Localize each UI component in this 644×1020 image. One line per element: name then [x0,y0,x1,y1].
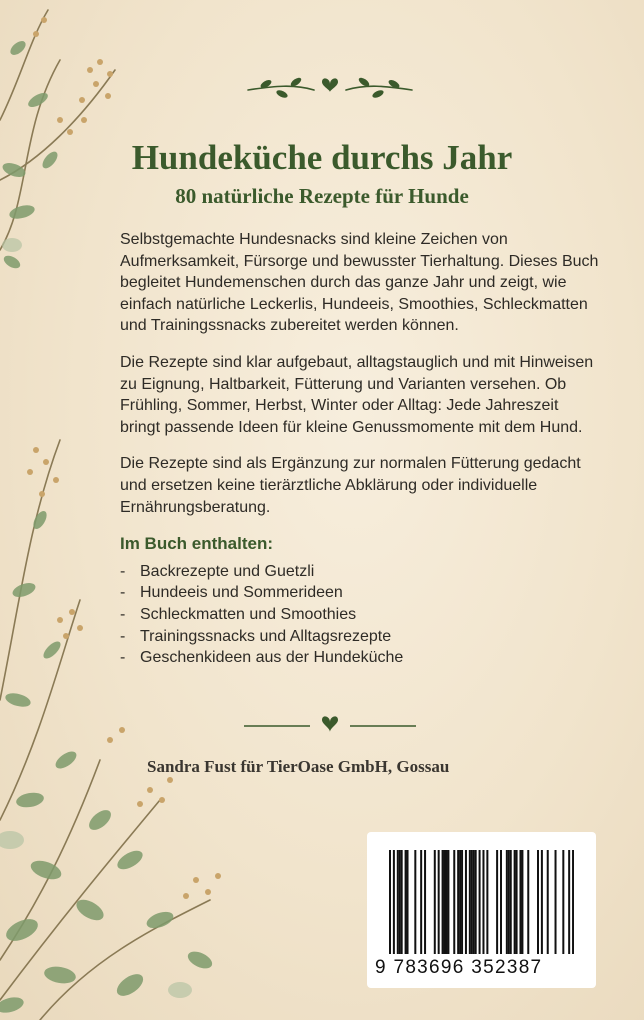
contents-heading: Im Buch enthalten: [120,534,274,554]
barcode-bar [457,850,459,954]
barcode-bar [438,850,440,954]
barcode-bar [547,850,549,954]
barcode-bar [572,850,574,954]
barcode-bars [389,850,574,954]
barcode-bar [445,850,447,954]
list-item-text: Trainingssnacks und Alltagsrezepte [140,627,392,645]
barcode-bar [519,850,521,954]
author-line: Sandra Fust für TierOase GmbH, Gossau [147,757,450,776]
book-title: Hundeküche durchs Jahr [131,138,513,177]
barcode-bar [461,850,463,954]
list-bullet: - [120,627,126,645]
heart-divider-ornament [240,712,420,740]
barcode-bar [469,850,471,954]
barcode-bar [555,850,557,954]
barcode-bar [407,850,409,954]
barcode-bar [562,850,564,954]
barcode-bar [453,850,455,954]
list-item-text: Hundeeis und Sommerideen [140,584,343,602]
blurb [120,229,600,669]
barcode-bar [527,850,529,954]
barcode-bar [393,850,395,954]
blurb-paragraph: Selbstgemachte Hundesnacks sind kleine Zeichen von Aufmerksamkeit, Fürsorge und bewusster Tierhaltung. Dieses Buch begleitet Hundemenschen durch das ganze Jahr und zeigt, wie einfach natürliche Leckerlis, Hundeeis, Smoothies, Schleckmatten und Trainingssnacks zubereitet werden können. [120,231,599,335]
list-item [120,582,600,604]
barcode-bar [444,850,446,954]
barcode-bar [399,850,401,954]
barcode-bar [405,850,407,954]
barcode-bar [475,850,477,954]
blurb-paragraph: Die Rezepte sind als Ergänzung zur normalen Fütterung gedacht und ersetzen keine tierärztliche Abklärung oder individuelle Ernährungsberatung. [120,455,581,516]
barcode-bar [514,850,516,954]
contents-list [120,561,600,669]
barcode-bar [541,850,543,954]
isbn-barcode [367,832,596,988]
list-item-text: Geschenkideen aus der Hundeküche [140,649,404,667]
barcode-bar [506,850,508,954]
blurb-paragraph: Die Rezepte sind klar aufgebaut, alltagstauglich und mit Hinweisen zu Eignung, Haltbarkeit, Fütterung und Varianten versehen. Ob Frühling, Sommer, Herbst, Winter oder Alltag: Jede Jahreszeit bringt passende Ideen für kleine Genussmomente mit dem Hund. [120,353,594,436]
barcode-bar [496,850,498,954]
barcode-bar [397,850,399,954]
barcode-bar [500,850,502,954]
barcode-bar [442,850,444,954]
barcode-bar [434,850,436,954]
list-bullet: - [120,649,126,667]
barcode-bar [471,850,473,954]
list-item [120,626,600,648]
barcode-bar [508,850,510,954]
list-bullet: - [120,584,126,602]
barcode-bar [420,850,422,954]
list-item-text: Schleckmatten und Smoothies [140,605,357,623]
barcode-bar [401,850,403,954]
barcode-bar [424,850,426,954]
barcode-bar [389,850,391,954]
list-item [120,647,600,669]
barcode-bar [465,850,467,954]
list-item [120,604,600,626]
barcode-bar [479,850,481,954]
list-bullet: - [120,605,126,623]
barcode-bar [510,850,512,954]
list-item [120,561,600,583]
barcode-bar [459,850,461,954]
barcode-bar [482,850,484,954]
list-item-text: Backrezepte und Guetzli [140,562,315,580]
barcode-bar [537,850,539,954]
vine-heart-ornament [244,64,416,104]
barcode-bar [568,850,570,954]
barcode-bar [447,850,449,954]
barcode-bar [486,850,488,954]
barcode-bar [521,850,523,954]
barcode-bar [473,850,475,954]
barcode-bar [516,850,518,954]
book-subtitle: 80 natürliche Rezepte für Hunde [175,184,469,208]
barcode-digits: 9 783696 352387 [375,957,543,978]
list-bullet: - [120,562,126,580]
barcode-bar [414,850,416,954]
